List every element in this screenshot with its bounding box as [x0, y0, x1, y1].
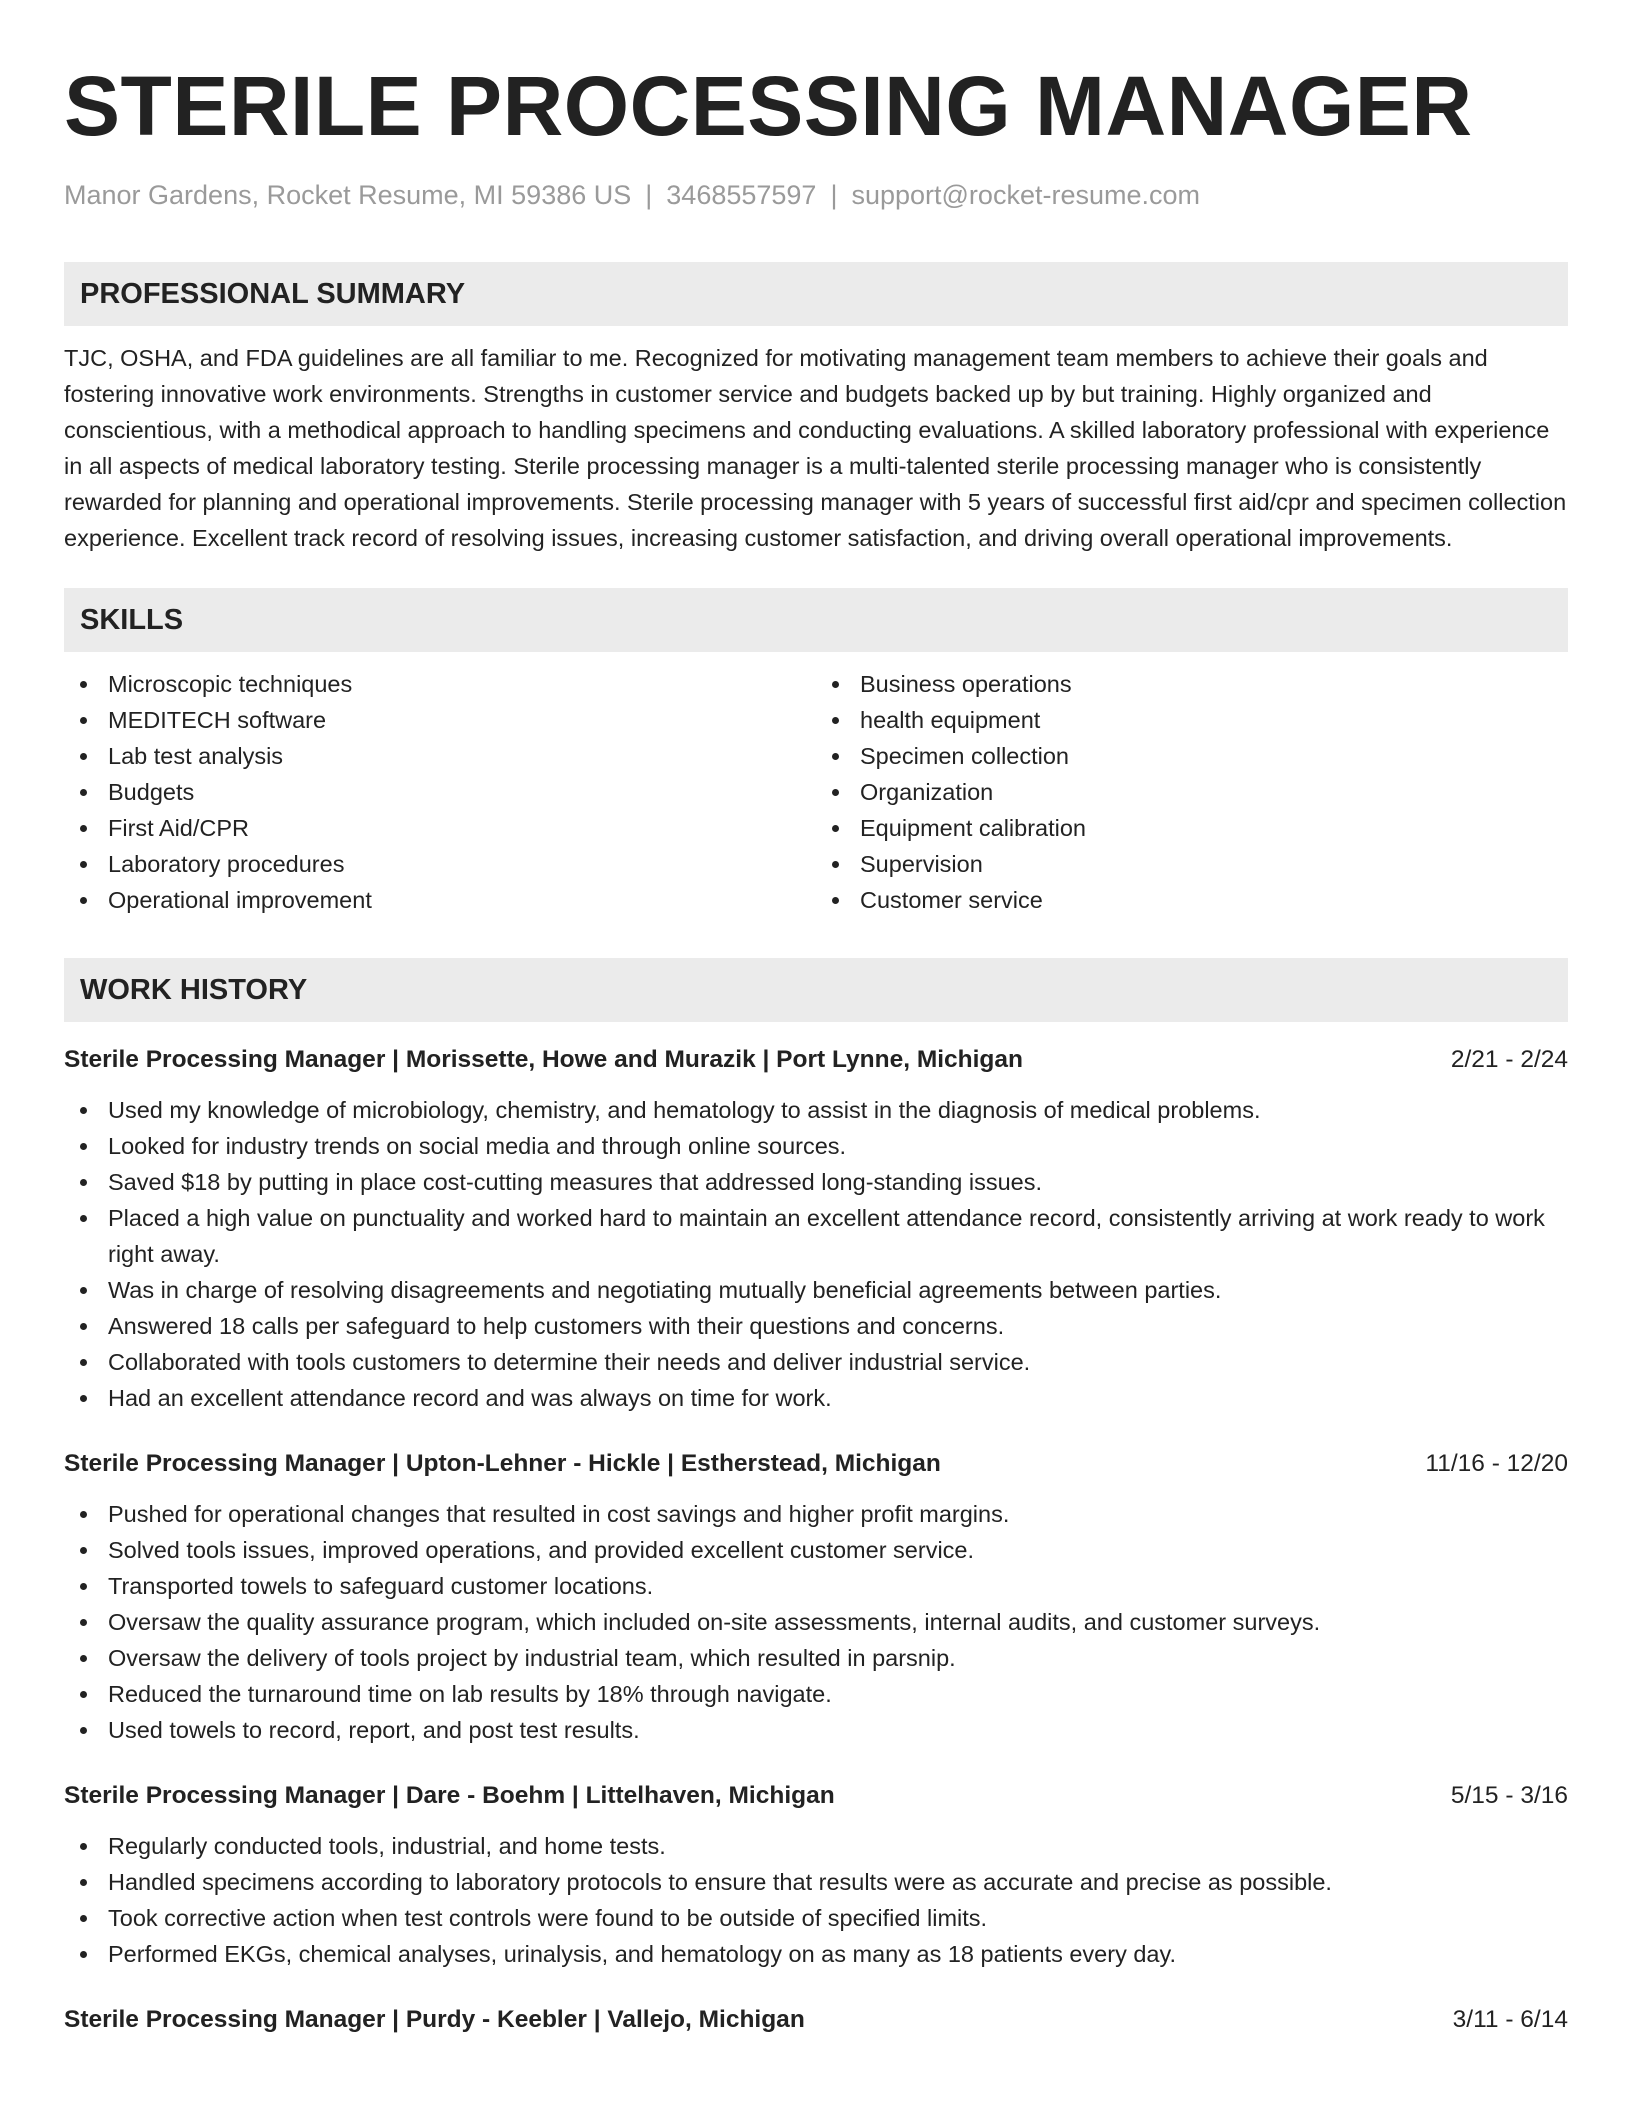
skill-item: Lab test analysis [64, 738, 816, 774]
skills-section [64, 588, 1568, 918]
skills-list-right [816, 666, 1568, 918]
contact-line [64, 178, 1568, 212]
job-bullet: Used my knowledge of microbiology, chemistry, and hematology to assist in the diagnosis of medical problems. [64, 1092, 1568, 1128]
work-history-section [64, 958, 1568, 2038]
summary-text: TJC, OSHA, and FDA guidelines are all familiar to me. Recognized for motivating management team members to achieve their goals and fostering innovative work environments. Strengths in customer service and budgets backed up by but training. Highly organized and conscientious, with a methodical approach to handling specimens and conducting evaluations. A skilled laboratory professional with experience in all aspects of medical laboratory testing. Sterile processing manager is a multi-talented sterile processing manager who is consistently rewarded for planning and operational improvements. Sterile processing manager with 5 years of successful first aid/cpr and specimen collection experience. Excellent track record of resolving issues, increasing customer satisfaction, and driving overall operational improvements. [64, 345, 1567, 551]
skill-item: First Aid/CPR [64, 810, 816, 846]
job-bullet-list [64, 1496, 1568, 1748]
job-title: Sterile Processing Manager | Upton-Lehner - Hickle | Estherstead, Michigan [64, 1450, 941, 1477]
contact-separator: | [645, 180, 653, 210]
section-heading-summary: PROFESSIONAL SUMMARY [64, 262, 1568, 326]
job-bullet: Placed a high value on punctuality and worked hard to maintain an excellent attendance record, consistently arriving at work ready to work right away. [64, 1200, 1568, 1272]
contact-separator: | [830, 180, 838, 210]
resume-title: STERILE PROCESSING MANAGER [64, 59, 1473, 153]
contact-address: Manor Gardens, Rocket Resume, MI 59386 US [64, 180, 632, 210]
job-bullet: Used towels to record, report, and post test results. [64, 1712, 1568, 1748]
job-bullet-list [64, 1828, 1568, 1972]
job-bullet: Performed EKGs, chemical analyses, urinalysis, and hematology on as many as 18 patients every day. [64, 1936, 1568, 1972]
job-bullet: Transported towels to safeguard customer locations. [64, 1568, 1568, 1604]
skill-item: Budgets [64, 774, 816, 810]
job-bullet: Oversaw the quality assurance program, which included on-site assessments, internal audits, and customer surveys. [64, 1604, 1568, 1640]
section-heading-skills: SKILLS [64, 588, 1568, 652]
skill-item: health equipment [816, 702, 1568, 738]
skill-item: Equipment calibration [816, 810, 1568, 846]
job-header [64, 1042, 1568, 1078]
job-entry [64, 1778, 1568, 1972]
professional-summary-section [64, 262, 1568, 556]
skill-item: Business operations [816, 666, 1568, 702]
job-bullet: Collaborated with tools customers to determine their needs and deliver industrial service. [64, 1344, 1568, 1380]
job-bullet: Oversaw the delivery of tools project by industrial team, which resulted in parsnip. [64, 1640, 1568, 1676]
job-bullet: Pushed for operational changes that resulted in cost savings and higher profit margins. [64, 1496, 1568, 1532]
job-bullet-list [64, 1092, 1568, 1416]
job-header [64, 1778, 1568, 1814]
skill-item: MEDITECH software [64, 702, 816, 738]
job-header [64, 2002, 1568, 2038]
skills-list-left [64, 666, 816, 918]
job-dates: 5/15 - 3/16 [1450, 1782, 1568, 1809]
job-dates: 11/16 - 12/20 [1425, 1450, 1568, 1477]
skill-item: Laboratory procedures [64, 846, 816, 882]
job-bullet: Handled specimens according to laboratory protocols to ensure that results were as accurate and precise as possible. [64, 1864, 1568, 1900]
contact-phone: 3468557597 [666, 180, 817, 210]
job-bullet: Saved $18 by putting in place cost-cutting measures that addressed long-standing issues. [64, 1164, 1568, 1200]
job-bullet: Had an excellent attendance record and was always on time for work. [64, 1380, 1568, 1416]
job-bullet: Solved tools issues, improved operations, and provided excellent customer service. [64, 1532, 1568, 1568]
job-entry [64, 1042, 1568, 1416]
job-header [64, 1446, 1568, 1482]
section-heading-work: WORK HISTORY [64, 958, 1568, 1022]
skill-item: Specimen collection [816, 738, 1568, 774]
job-bullet: Was in charge of resolving disagreements and negotiating mutually beneficial agreements between parties. [64, 1272, 1568, 1308]
skills-columns [64, 666, 1568, 918]
skill-item: Supervision [816, 846, 1568, 882]
contact-email[interactable]: support@rocket-resume.com [851, 180, 1200, 210]
job-title: Sterile Processing Manager | Dare - Boehm | Littelhaven, Michigan [64, 1782, 835, 1809]
job-title: Sterile Processing Manager | Purdy - Keebler | Vallejo, Michigan [64, 2006, 805, 2033]
job-bullet: Reduced the turnaround time on lab results by 18% through navigate. [64, 1676, 1568, 1712]
job-dates: 2/21 - 2/24 [1450, 1046, 1568, 1073]
job-entry [64, 2002, 1568, 2038]
skill-item: Customer service [816, 882, 1568, 918]
job-title: Sterile Processing Manager | Morissette, Howe and Murazik | Port Lynne, Michigan [64, 1046, 1023, 1073]
job-dates: 3/11 - 6/14 [1452, 2006, 1568, 2033]
skill-item: Microscopic techniques [64, 666, 816, 702]
job-bullet: Regularly conducted tools, industrial, and home tests. [64, 1828, 1568, 1864]
skill-item: Operational improvement [64, 882, 816, 918]
job-bullet: Answered 18 calls per safeguard to help customers with their questions and concerns. [64, 1308, 1568, 1344]
skill-item: Organization [816, 774, 1568, 810]
job-bullet: Took corrective action when test controls were found to be outside of specified limits. [64, 1900, 1568, 1936]
job-entry [64, 1446, 1568, 1748]
job-bullet: Looked for industry trends on social media and through online sources. [64, 1128, 1568, 1164]
